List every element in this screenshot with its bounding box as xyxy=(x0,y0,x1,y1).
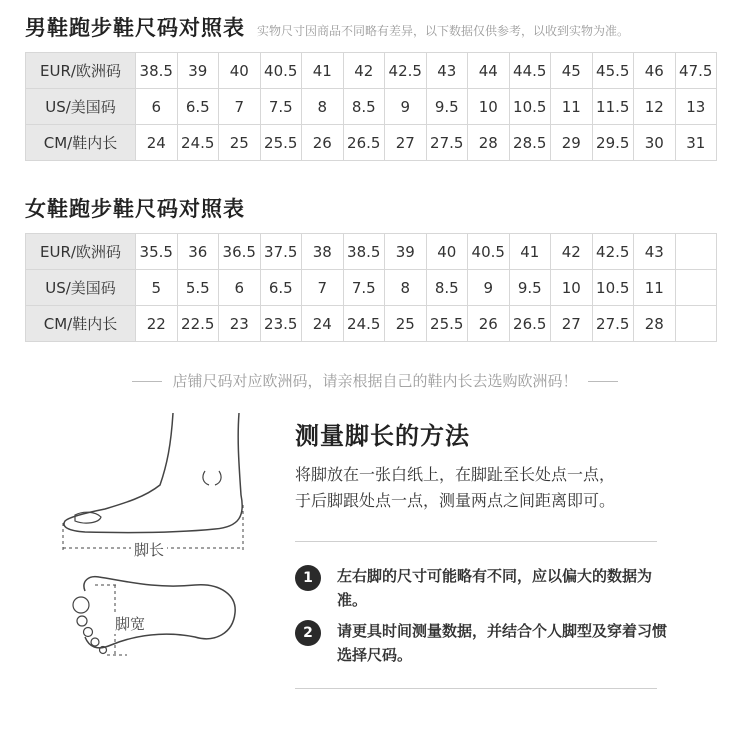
size-cell: 46 xyxy=(634,53,676,89)
foot-ankle-line xyxy=(203,471,209,485)
toe-3 xyxy=(84,628,93,637)
size-advice-divider xyxy=(0,370,750,391)
size-cell: 42 xyxy=(343,53,385,89)
size-cell: 6.5 xyxy=(260,270,302,306)
size-row xyxy=(26,306,717,342)
size-cell: 25 xyxy=(219,125,261,161)
big-toe xyxy=(73,597,89,613)
men-table-title: 男鞋跑步鞋尺码对照表 xyxy=(25,16,245,40)
size-cell: 24.5 xyxy=(177,125,219,161)
size-cell: 25.5 xyxy=(260,125,302,161)
foot-width-label: 脚宽 xyxy=(112,613,148,634)
size-cell: 11 xyxy=(551,89,593,125)
measure-method-description xyxy=(295,462,675,514)
women-size-table xyxy=(25,233,717,342)
size-cell: 9.5 xyxy=(426,89,468,125)
size-cell: 25 xyxy=(385,306,427,342)
size-row xyxy=(26,234,717,270)
size-cell xyxy=(675,270,717,306)
tip-1 xyxy=(295,564,675,612)
size-cell: 6 xyxy=(219,270,261,306)
size-cell: 35.5 xyxy=(136,234,178,270)
size-cell: 31 xyxy=(675,125,717,161)
size-cell: 30 xyxy=(634,125,676,161)
size-cell: 5.5 xyxy=(177,270,219,306)
size-cell: 9 xyxy=(385,89,427,125)
size-cell: 42.5 xyxy=(592,234,634,270)
size-cell: 38.5 xyxy=(136,53,178,89)
size-cell: 23 xyxy=(219,306,261,342)
size-cell: 26 xyxy=(302,125,344,161)
size-row xyxy=(26,270,717,306)
size-cell: 40 xyxy=(426,234,468,270)
size-cell: 11.5 xyxy=(592,89,634,125)
row-label: US/美国码 xyxy=(26,270,136,306)
size-row xyxy=(26,53,717,89)
tip-1-text: 左右脚的尺寸可能略有不同，应以偏大的数据为准。 xyxy=(337,567,653,609)
size-cell: 5 xyxy=(136,270,178,306)
size-cell: 42.5 xyxy=(385,53,427,89)
row-label: EUR/欧洲码 xyxy=(26,53,136,89)
measure-method-title: 测量脚长的方法 xyxy=(295,422,470,450)
size-cell: 7.5 xyxy=(343,270,385,306)
row-label: US/美国码 xyxy=(26,89,136,125)
size-cell: 38.5 xyxy=(343,234,385,270)
size-cell: 39 xyxy=(385,234,427,270)
row-label: EUR/欧洲码 xyxy=(26,234,136,270)
women-table-title: 女鞋跑步鞋尺码对照表 xyxy=(25,197,245,221)
foot-toenail xyxy=(75,512,101,523)
size-cell: 36 xyxy=(177,234,219,270)
size-cell: 24 xyxy=(302,306,344,342)
foot-measure-illustration xyxy=(55,405,255,665)
row-label: CM/鞋内长 xyxy=(26,306,136,342)
size-cell: 41 xyxy=(302,53,344,89)
men-size-table xyxy=(25,52,717,161)
size-cell: 29.5 xyxy=(592,125,634,161)
men-title-row xyxy=(25,12,629,42)
size-cell: 47.5 xyxy=(675,53,717,89)
size-note: 实物尺寸因商品不同略有差异，以下数据仅供参考，以收到实物为准。 xyxy=(257,24,630,38)
tip-2 xyxy=(295,619,675,667)
size-cell: 27 xyxy=(551,306,593,342)
toe-2 xyxy=(77,616,87,626)
size-cell: 9.5 xyxy=(509,270,551,306)
size-cell: 40.5 xyxy=(468,234,510,270)
size-row xyxy=(26,125,717,161)
size-cell: 24.5 xyxy=(343,306,385,342)
size-cell: 10 xyxy=(468,89,510,125)
size-cell: 39 xyxy=(177,53,219,89)
size-cell: 8 xyxy=(385,270,427,306)
tips-separator-bottom xyxy=(295,688,657,689)
size-cell xyxy=(675,306,717,342)
size-cell: 12 xyxy=(634,89,676,125)
size-cell: 10 xyxy=(551,270,593,306)
tip-2-text: 请更具时间测量数据，并结合个人脚型及穿着习惯选择尺码。 xyxy=(337,622,668,664)
size-cell: 22 xyxy=(136,306,178,342)
size-cell: 44 xyxy=(468,53,510,89)
size-cell: 11 xyxy=(634,270,676,306)
size-cell: 28 xyxy=(468,125,510,161)
tips-separator-top xyxy=(295,541,657,542)
measure-desc-line-1: 将脚放在一张白纸上，在脚趾至长处点一点， xyxy=(295,465,616,484)
size-cell: 9 xyxy=(468,270,510,306)
size-row xyxy=(26,89,717,125)
size-cell: 7 xyxy=(219,89,261,125)
foot-side-outline xyxy=(64,413,242,533)
size-cell: 42 xyxy=(551,234,593,270)
women-title-row xyxy=(25,193,245,223)
size-cell xyxy=(675,234,717,270)
size-cell: 38 xyxy=(302,234,344,270)
size-cell: 8.5 xyxy=(343,89,385,125)
size-cell: 26.5 xyxy=(343,125,385,161)
size-cell: 7 xyxy=(302,270,344,306)
size-cell: 40.5 xyxy=(260,53,302,89)
size-cell: 24 xyxy=(136,125,178,161)
divider-line-right xyxy=(588,381,618,382)
size-cell: 8.5 xyxy=(426,270,468,306)
row-label: CM/鞋内长 xyxy=(26,125,136,161)
size-cell: 45.5 xyxy=(592,53,634,89)
size-cell: 43 xyxy=(634,234,676,270)
size-cell: 28.5 xyxy=(509,125,551,161)
foot-ankle-line-2 xyxy=(215,471,221,485)
size-cell: 37.5 xyxy=(260,234,302,270)
size-cell: 40 xyxy=(219,53,261,89)
size-cell: 6.5 xyxy=(177,89,219,125)
size-cell: 27 xyxy=(385,125,427,161)
size-cell: 45 xyxy=(551,53,593,89)
size-cell: 36.5 xyxy=(219,234,261,270)
foot-length-label: 脚长 xyxy=(131,539,167,560)
size-cell: 44.5 xyxy=(509,53,551,89)
toe-4 xyxy=(91,638,99,646)
size-cell: 41 xyxy=(509,234,551,270)
size-cell: 26 xyxy=(468,306,510,342)
size-cell: 7.5 xyxy=(260,89,302,125)
size-cell: 27.5 xyxy=(426,125,468,161)
size-cell: 6 xyxy=(136,89,178,125)
size-cell: 27.5 xyxy=(592,306,634,342)
size-cell: 22.5 xyxy=(177,306,219,342)
foot-bottom-outline xyxy=(84,577,235,648)
size-advice-text: 店铺尺码对应欧洲码，请亲根据自己的鞋内长去选购欧洲码！ xyxy=(172,372,578,390)
size-cell: 23.5 xyxy=(260,306,302,342)
size-cell: 8 xyxy=(302,89,344,125)
size-cell: 29 xyxy=(551,125,593,161)
size-cell: 13 xyxy=(675,89,717,125)
size-cell: 10.5 xyxy=(592,270,634,306)
size-cell: 10.5 xyxy=(509,89,551,125)
size-cell: 43 xyxy=(426,53,468,89)
tip-2-number-badge: 2 xyxy=(295,620,321,646)
divider-line-left xyxy=(132,381,162,382)
measure-desc-line-2: 于后脚跟处点一点，测量两点之间距离即可。 xyxy=(295,491,616,510)
size-cell: 25.5 xyxy=(426,306,468,342)
tip-1-number-badge: 1 xyxy=(295,565,321,591)
size-cell: 28 xyxy=(634,306,676,342)
size-cell: 26.5 xyxy=(509,306,551,342)
